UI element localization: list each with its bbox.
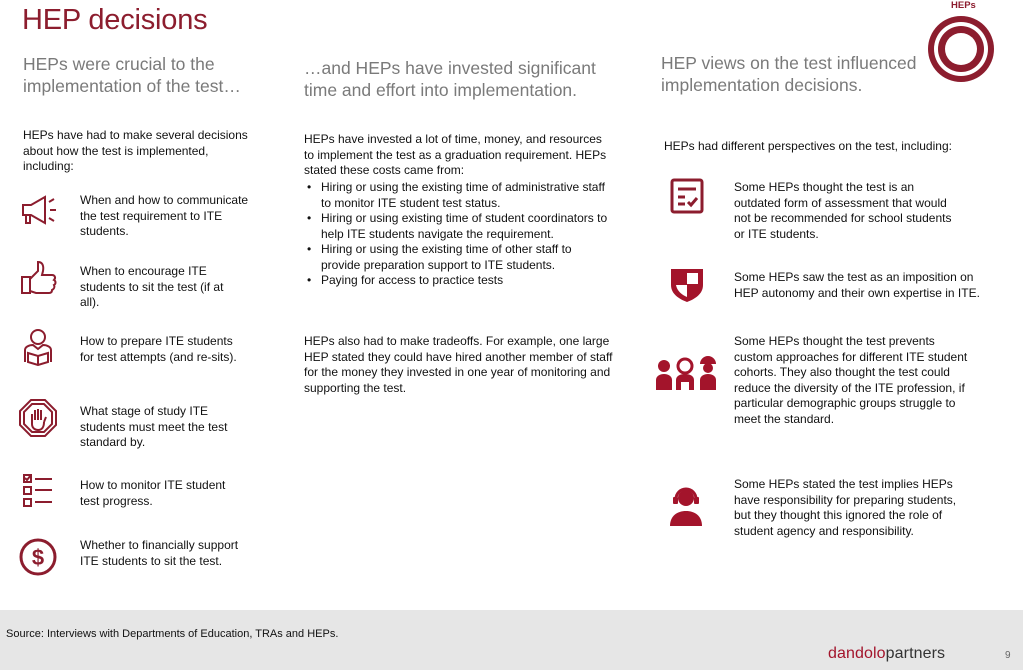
shield-icon <box>667 264 707 304</box>
col1-item-stage: What stage of study ITE students must meet the test standard by. <box>80 404 228 449</box>
checklist-icon <box>18 470 58 510</box>
col3-item-autonomy: Some HEPs saw the test as an imposition on HEP autonomy and their own expertise in ITE. <box>734 270 980 300</box>
col2-tradeoffs: HEPs also had to make tradeoffs. For example, one large HEP stated they could have hired another member of staff for the money they invested in one year of monitoring and supporting the test. <box>304 334 613 395</box>
megaphone-icon <box>18 190 58 230</box>
svg-text:$: $ <box>31 545 45 570</box>
col3-item-diversity: Some HEPs thought the test prevents custom approaches for different ITE student cohorts. They also thought the test could reduce the diversity of the ITE profession, if particular demographic groups struggle to meet the standard. <box>734 334 968 426</box>
list-item: • Paying for access to practice tests <box>304 273 609 289</box>
source-note: Source: Interviews with Departments of Education, TRAs and HEPs. <box>6 628 339 640</box>
page-title: HEP decisions <box>22 4 208 36</box>
target-icon <box>926 14 996 84</box>
dollar-icon <box>18 537 58 577</box>
col1-item-prepare: How to prepare ITE students for test attempts (and re-sits). <box>80 334 237 364</box>
col3-heading: HEP views on the test influenced implementation decisions. <box>661 53 917 95</box>
brand-prefix: dandolo <box>828 645 886 662</box>
brand-suffix: partners <box>885 645 946 662</box>
stop-hand-icon <box>18 398 58 438</box>
col1-item-communicate: When and how to communicate the test requirement to ITE students. <box>80 193 249 238</box>
brand-logo <box>828 645 945 663</box>
col2-heading: …and HEPs have invested significant time and effort into implementation. <box>304 58 596 100</box>
cost-list <box>304 180 609 289</box>
headset-person-icon <box>666 486 706 526</box>
col3-item-outdated: Some HEPs thought the test is an outdated form of assessment that would not be recommended for school students or ITE students. <box>734 180 952 241</box>
reading-person-icon <box>18 326 58 366</box>
page-number: 9 <box>1005 650 1011 661</box>
thumbs-up-icon <box>18 258 58 298</box>
col1-heading: HEPs were crucial to the implementation of the test… <box>23 54 241 96</box>
assessment-form-icon <box>667 176 707 216</box>
diverse-people-icon <box>654 352 718 392</box>
col2-intro: HEPs have invested a lot of time, money, and resources to implement the test as a graduation requirement. HEPs stated these costs came from: <box>304 132 607 177</box>
col1-intro: HEPs have had to make several decisions about how the test is implemented, including: <box>23 128 248 173</box>
col3-item-agency: Some HEPs stated the test implies HEPs have responsibility for preparing students, but they thought this ignored the role of student agency and responsibility. <box>734 477 957 538</box>
heps-badge-label: HEPs <box>951 0 976 11</box>
col1-item-encourage: When to encourage ITE students to sit the test (if at all). <box>80 264 224 309</box>
col1-item-financial: Whether to financially support ITE students to sit the test. <box>80 538 239 568</box>
col3-intro: HEPs had different perspectives on the test, including: <box>664 139 952 153</box>
list-item: • Hiring or using existing time of student coordinators to help ITE students navigate the requirement. <box>304 211 609 242</box>
list-item: • Hiring or using the existing time of administrative staff to monitor ITE student test status. <box>304 180 609 211</box>
col1-item-monitor: How to monitor ITE student test progress. <box>80 478 226 508</box>
list-item: • Hiring or using the existing time of other staff to provide preparation support to ITE students. <box>304 242 609 273</box>
